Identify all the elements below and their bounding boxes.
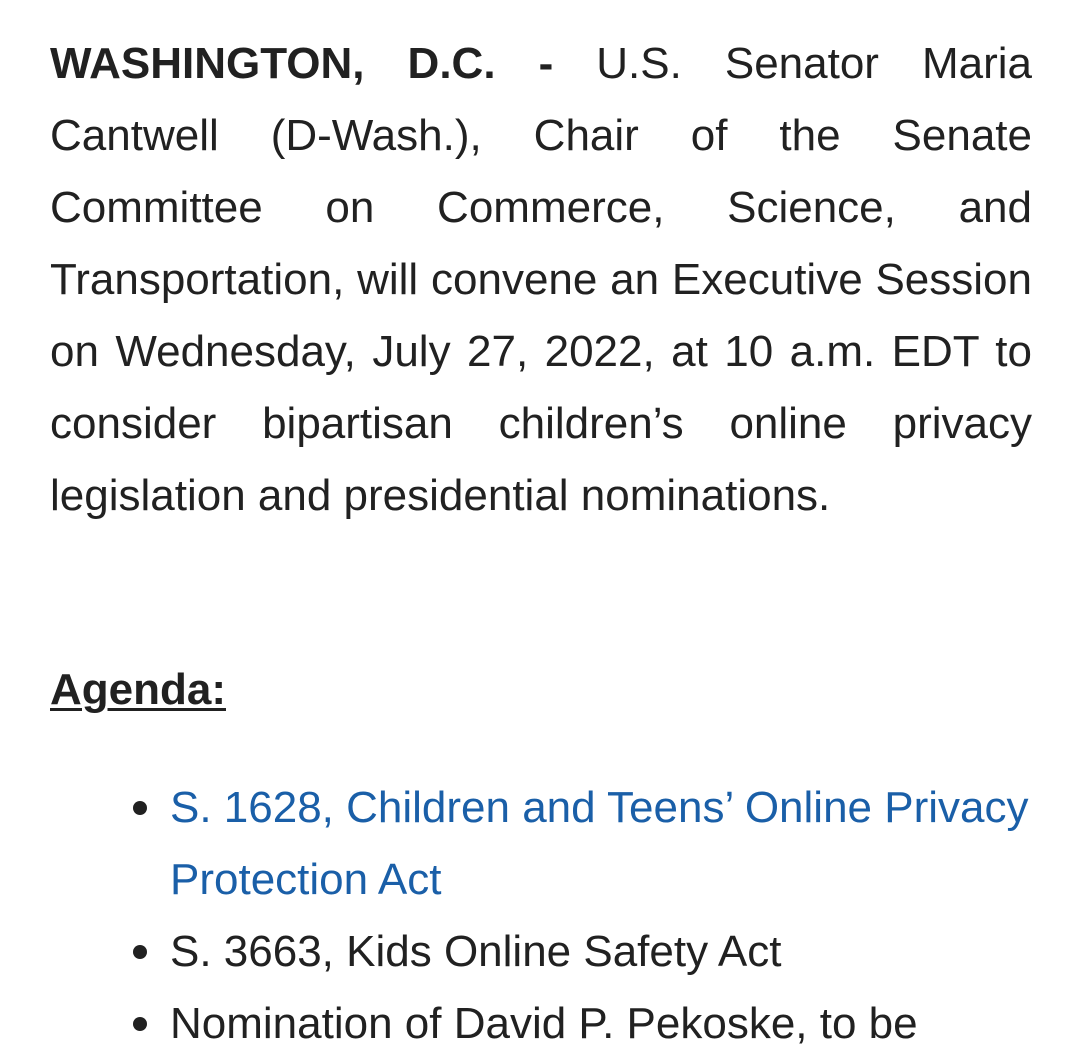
agenda-link-s1628[interactable]: S. 1628, Children and Teens’ Online Privacy Protection Act — [170, 783, 1029, 904]
agenda-item-nomination-text: Nomination of David P. Pekoske, to be — [170, 999, 918, 1048]
bullet-icon — [133, 1017, 147, 1031]
agenda-heading: Agenda: — [50, 665, 226, 714]
agenda-list — [170, 772, 1030, 1060]
dateline: WASHINGTON, D.C. - — [50, 39, 554, 88]
bullet-icon — [133, 945, 147, 959]
bullet-icon — [133, 801, 147, 815]
agenda-item-s3663-text: S. 3663, Kids Online Safety Act — [170, 927, 782, 976]
intro-paragraph — [50, 28, 1032, 532]
agenda-item-s3663 — [170, 916, 1030, 988]
agenda-item-nomination — [170, 988, 1030, 1060]
intro-body-text: U.S. Senator Maria Cantwell (D-Wash.), Chair of the Senate Committee on Commerce, Science, and Transportation, will convene an Executive Session on Wednesday, July 27, 2022, at 10 a.m. EDT to consider bipartisan children’s online privacy legislation and presidential nominations. — [50, 39, 1033, 520]
agenda-item-s1628 — [170, 772, 1030, 916]
